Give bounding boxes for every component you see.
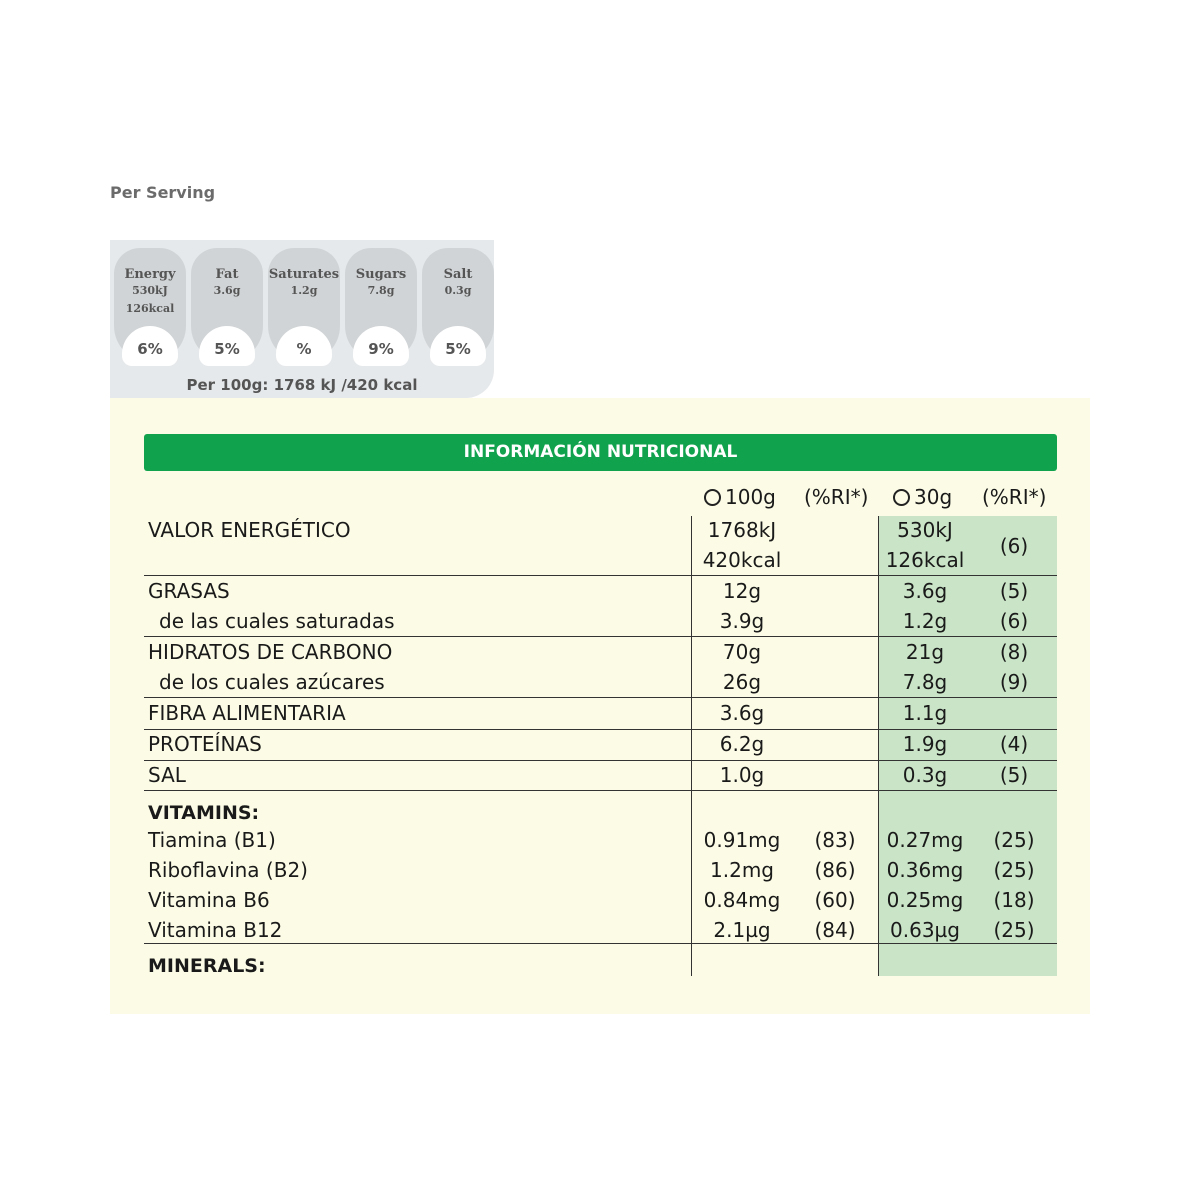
vitamin-value-100g: 0.84mg — [703, 888, 781, 912]
column-divider — [878, 516, 879, 976]
ri-30g: (6) — [999, 609, 1029, 633]
col-header-100g-label: 100g — [725, 485, 776, 509]
gda-amount: 0.3g — [444, 284, 472, 297]
circle-icon — [893, 489, 910, 506]
gda-name: Energy — [124, 267, 176, 282]
column-divider — [691, 516, 692, 976]
value-30g: 126kcal — [885, 548, 965, 572]
value-100g: 1768kJ — [707, 518, 777, 542]
value-100g: 3.6g — [719, 701, 765, 725]
col-header-ri-100g: (%RI*) — [804, 485, 869, 509]
vitamin-ri-100g: (86) — [814, 858, 856, 882]
gda-tile-fat — [191, 248, 263, 362]
value-30g: 1.1g — [902, 701, 948, 725]
ri-30g: (9) — [999, 670, 1029, 694]
row-divider — [144, 575, 1057, 576]
gda-amount: 126kcal — [125, 302, 175, 315]
vitamin-value-100g: 0.91mg — [703, 828, 781, 852]
col-header-30g — [893, 483, 952, 511]
vitamins-heading: VITAMINS: — [148, 802, 260, 824]
value-30g: 1.9g — [902, 732, 948, 756]
col-header-ri-30g: (%RI*) — [982, 485, 1047, 509]
gda-amount: 3.6g — [213, 284, 241, 297]
vitamin-value-100g: 2.1µg — [713, 918, 771, 942]
ri-30g: (8) — [999, 640, 1029, 664]
vitamin-ri-30g: (25) — [993, 918, 1035, 942]
row-label: FIBRA ALIMENTARIA — [148, 701, 346, 725]
row-label: SAL — [148, 763, 186, 787]
vitamin-ri-100g: (83) — [814, 828, 856, 852]
value-100g: 26g — [722, 670, 762, 694]
vitamin-ri-30g: (25) — [993, 828, 1035, 852]
row-label: VALOR ENERGÉTICO — [148, 518, 351, 542]
per-serving-label: Per Serving — [110, 183, 216, 202]
vitamin-label: Vitamina B6 — [148, 888, 270, 912]
value-100g: 6.2g — [719, 732, 765, 756]
value-100g: 420kcal — [702, 548, 782, 572]
row-divider — [144, 636, 1057, 637]
value-100g: 12g — [722, 579, 762, 603]
value-30g: 7.8g — [902, 670, 948, 694]
ri-30g: (5) — [999, 579, 1029, 603]
ri-30g: (6) — [999, 534, 1029, 558]
vitamin-value-30g: 0.25mg — [886, 888, 964, 912]
row-divider — [144, 790, 1057, 791]
row-divider — [144, 697, 1057, 698]
vitamin-ri-30g: (25) — [993, 858, 1035, 882]
value-30g: 21g — [905, 640, 945, 664]
gda-percent: 5% — [199, 326, 255, 366]
vitamin-value-30g: 0.27mg — [886, 828, 964, 852]
circle-icon — [704, 489, 721, 506]
ri-30g: (5) — [999, 763, 1029, 787]
vitamin-ri-100g: (60) — [814, 888, 856, 912]
vitamin-label: Tiamina (B1) — [148, 828, 276, 852]
row-label-sub: de las cuales saturadas — [159, 609, 395, 633]
row-label-sub: de los cuales azúcares — [159, 670, 385, 694]
gda-panel — [110, 240, 494, 398]
ri-30g: (4) — [999, 732, 1029, 756]
value-30g: 530kJ — [897, 518, 953, 542]
vitamin-value-30g: 0.63µg — [890, 918, 960, 942]
gda-percent: % — [276, 326, 332, 366]
gda-tile-energy — [114, 248, 186, 362]
gda-amount: 530kJ — [132, 284, 168, 297]
row-label: GRASAS — [148, 579, 230, 603]
nutrition-table-title: INFORMACIÓN NUTRICIONAL — [144, 434, 1057, 471]
gda-name: Sugars — [355, 267, 407, 282]
value-30g: 3.6g — [902, 579, 948, 603]
value-30g: 0.3g — [902, 763, 948, 787]
vitamin-ri-100g: (84) — [814, 918, 856, 942]
gda-percent: 6% — [122, 326, 178, 366]
minerals-heading: MINERALS: — [148, 955, 266, 977]
vitamin-label: Riboflavina (B2) — [148, 858, 308, 882]
gda-per-100g: Per 100g: 1768 kJ /420 kcal — [186, 376, 418, 394]
col-header-100g — [704, 483, 776, 511]
gda-name: Fat — [215, 267, 239, 282]
vitamin-value-30g: 0.36mg — [886, 858, 964, 882]
gda-percent: 5% — [430, 326, 486, 366]
value-100g: 70g — [722, 640, 762, 664]
col-header-30g-label: 30g — [914, 485, 953, 509]
value-30g: 1.2g — [902, 609, 948, 633]
gda-tile-salt — [422, 248, 494, 362]
value-100g: 1.0g — [719, 763, 765, 787]
vitamin-ri-30g: (18) — [993, 888, 1035, 912]
vitamin-value-100g: 1.2mg — [710, 858, 774, 882]
gda-name: Saturates — [268, 267, 340, 282]
row-label: PROTEÍNAS — [148, 732, 262, 756]
vitamin-label: Vitamina B12 — [148, 918, 283, 942]
gda-tile-sugars — [345, 248, 417, 362]
gda-amount: 7.8g — [367, 284, 395, 297]
gda-name: Salt — [443, 267, 473, 282]
value-100g: 3.9g — [719, 609, 765, 633]
gda-amount: 1.2g — [290, 284, 318, 297]
gda-percent: 9% — [353, 326, 409, 366]
row-label: HIDRATOS DE CARBONO — [148, 640, 393, 664]
gda-tile-saturates — [268, 248, 340, 362]
